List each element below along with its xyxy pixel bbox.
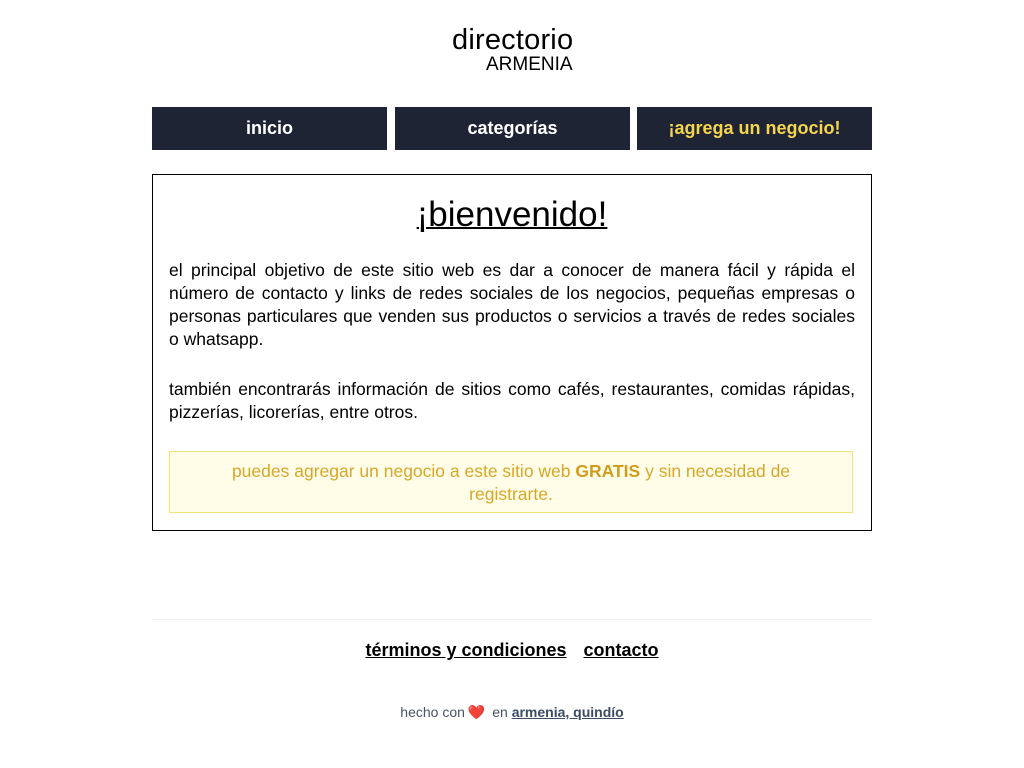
logo-subtitle: ARMENIA — [486, 54, 573, 75]
contact-link[interactable]: contacto — [583, 640, 659, 660]
credit-middle: en — [492, 704, 508, 720]
free-notice — [169, 451, 853, 513]
site-logo[interactable] — [0, 24, 1024, 80]
welcome-card — [152, 174, 872, 531]
main-nav — [152, 107, 872, 150]
welcome-paragraph-1: el principal objetivo de este sitio web es dar a conocer de manera fácil y rápida el número de contacto y links de redes sociales de los negocios, pequeñas empresas o personas particulares que venden sus productos o servicios a través de redes sociales o whatsapp. — [169, 260, 855, 349]
welcome-title: ¡bienvenido! — [416, 195, 608, 234]
terms-link[interactable]: términos y condiciones — [365, 640, 567, 660]
footer-credit — [0, 702, 1024, 722]
welcome-paragraph-2: también encontrarás información de sitios como cafés, restaurantes, comidas rápidas, pizzerías, licorerías, entre otros. — [169, 379, 855, 422]
footer-links — [0, 638, 1024, 662]
notice-text-start: puedes agregar un negocio a este sitio web — [231, 461, 576, 481]
footer-divider — [152, 619, 872, 620]
credit-prefix: hecho con — [400, 704, 465, 720]
heart-icon: ❤️ — [467, 704, 486, 720]
nav-inicio-button[interactable]: inicio — [152, 107, 387, 150]
logo-title: directorio — [452, 24, 574, 56]
location-link[interactable]: armenia, quindío — [511, 704, 624, 720]
nav-categorias-button[interactable]: categorías — [395, 107, 630, 150]
notice-text-end: y sin necesidad de registrarte. — [469, 461, 791, 504]
nav-agrega-negocio-button[interactable]: ¡agrega un negocio! — [637, 107, 872, 150]
notice-free-emphasis: GRATIS — [575, 461, 641, 481]
